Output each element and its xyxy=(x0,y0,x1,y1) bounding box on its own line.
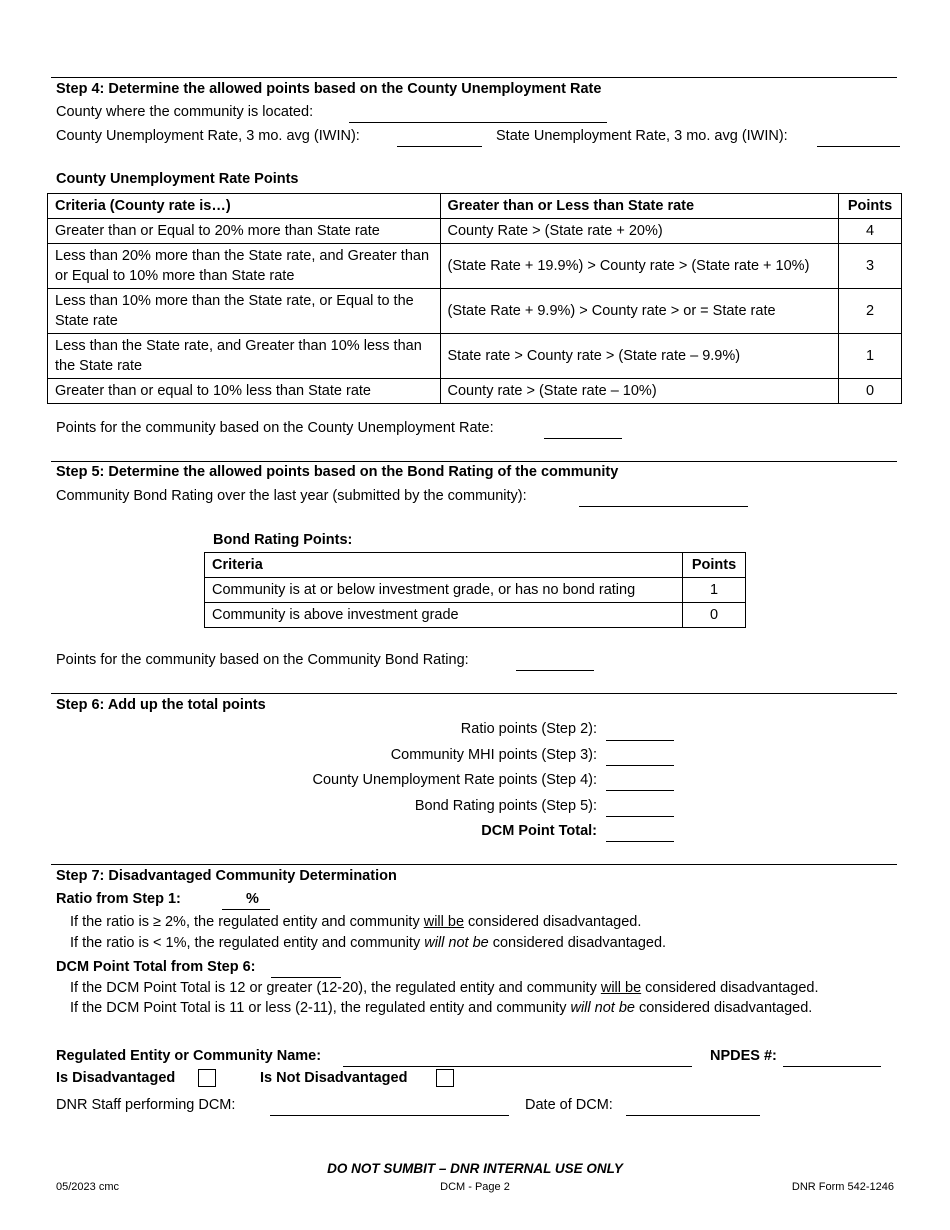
ratio-rule-1-emph: will be xyxy=(423,914,465,930)
divider xyxy=(51,693,897,694)
county-rate-label: County Unemployment Rate, 3 mo. avg (IWIN): xyxy=(56,128,360,144)
table-row xyxy=(205,578,746,603)
ratio-points-label: Ratio points (Step 2): xyxy=(460,721,597,737)
ratio-rule-2-emph: will not be xyxy=(424,935,489,951)
entity-name-input[interactable] xyxy=(343,1052,692,1067)
npdes-label: NPDES #: xyxy=(710,1048,777,1064)
table-header-row xyxy=(48,194,902,219)
table-row xyxy=(48,379,902,404)
step5-heading: Step 5: Determine the allowed points based on the Bond Rating of the community xyxy=(56,464,619,480)
county-rate-input[interactable] xyxy=(397,132,482,147)
footer-page: DCM - Page 2 xyxy=(440,1181,510,1193)
dcm-rule-1-end: considered disadvantaged. xyxy=(641,980,819,996)
ratio-points-input[interactable] xyxy=(606,726,674,741)
row-criteria: Community is above investment grade xyxy=(205,603,683,628)
dcm-rule-2-end: considered disadvantaged. xyxy=(634,1000,813,1016)
dcm-rule-2-emph: will not be xyxy=(570,1000,635,1016)
row-rate: County Rate > (State rate + 20%) xyxy=(440,219,838,244)
row-criteria: Greater than or equal to 10% less than State rate xyxy=(48,379,441,404)
unemployment-total-label: County Unemployment Rate points (Step 4): xyxy=(312,772,597,788)
bond-rating-label: Community Bond Rating over the last year (submitted by the community): xyxy=(56,488,527,504)
bond-total-input[interactable] xyxy=(606,802,674,817)
footer-revision: 05/2023 cmc xyxy=(56,1181,119,1193)
entity-name-label: Regulated Entity or Community Name: xyxy=(56,1048,322,1064)
row-criteria: Less than 10% more than the State rate, or Equal to the State rate xyxy=(48,289,441,334)
dcm-step6-label: DCM Point Total from Step 6: xyxy=(56,959,256,975)
ratio-step1-label: Ratio from Step 1: xyxy=(56,891,181,907)
ratio-rule-2 xyxy=(70,935,666,951)
bond-rating-input[interactable] xyxy=(579,492,748,507)
ratio-rule-1 xyxy=(70,914,641,930)
ratio-rule-1-end: considered disadvantaged. xyxy=(464,914,642,930)
date-input[interactable] xyxy=(626,1101,760,1116)
row-rate: (State Rate + 19.9%) > County rate > (State rate + 10%) xyxy=(440,244,838,289)
row-rate: County rate > (State rate – 10%) xyxy=(440,379,838,404)
step4-heading: Step 4: Determine the allowed points based on the County Unemployment Rate xyxy=(56,81,602,97)
row-criteria: Greater than or Equal to 20% more than State rate xyxy=(48,219,441,244)
row-points: 1 xyxy=(683,578,746,603)
step6-heading: Step 6: Add up the total points xyxy=(56,697,266,713)
row-points: 0 xyxy=(838,379,901,404)
unemployment-table-title: County Unemployment Rate Points xyxy=(56,171,299,187)
row-criteria: Community is at or below investment grade, or has no bond rating xyxy=(205,578,683,603)
is-not-disadvantaged-label: Is Not Disadvantaged xyxy=(260,1070,408,1086)
table-header-row xyxy=(205,553,746,578)
unemployment-points-input[interactable] xyxy=(544,424,622,439)
divider xyxy=(51,77,897,78)
ratio-rule-2-end: considered disadvantaged. xyxy=(488,935,667,951)
mhi-points-input[interactable] xyxy=(606,751,674,766)
state-rate-input[interactable] xyxy=(817,132,900,147)
divider xyxy=(51,864,897,865)
header-points: Points xyxy=(683,553,746,578)
ratio-rule-1-text: If the ratio is ≥ 2%, the regulated entity and community xyxy=(70,914,424,930)
is-not-disadvantaged-checkbox[interactable] xyxy=(436,1069,454,1087)
bond-points-input[interactable] xyxy=(516,656,594,671)
bond-points-table xyxy=(204,552,746,628)
header-points: Points xyxy=(838,194,901,219)
divider xyxy=(51,461,897,462)
row-points: 0 xyxy=(683,603,746,628)
unemployment-points-label: Points for the community based on the County Unemployment Rate: xyxy=(56,420,494,436)
footer-form-number: DNR Form 542-1246 xyxy=(791,1181,894,1193)
dcm-total-input[interactable] xyxy=(606,827,674,842)
state-rate-label: State Unemployment Rate, 3 mo. avg (IWIN): xyxy=(496,128,788,144)
dcm-rule-2 xyxy=(70,1000,812,1016)
row-points: 4 xyxy=(838,219,901,244)
row-criteria: Less than the State rate, and Greater than 10% less than the State rate xyxy=(48,334,441,379)
bond-points-label: Points for the community based on the Community Bond Rating: xyxy=(56,652,469,668)
bond-total-label: Bond Rating points (Step 5): xyxy=(414,798,597,814)
bond-table-title: Bond Rating Points: xyxy=(213,532,353,548)
table-row xyxy=(48,219,902,244)
staff-label: DNR Staff performing DCM: xyxy=(56,1097,236,1113)
mhi-points-label: Community MHI points (Step 3): xyxy=(390,747,597,763)
county-input[interactable] xyxy=(349,108,607,123)
is-disadvantaged-label: Is Disadvantaged xyxy=(56,1070,176,1086)
table-row xyxy=(205,603,746,628)
county-label: County where the community is located: xyxy=(56,104,314,120)
row-rate: (State Rate + 9.9%) > County rate > or = State rate xyxy=(440,289,838,334)
dcm-step6-input[interactable] xyxy=(271,963,341,978)
table-row xyxy=(48,244,902,289)
dcm-rule-1-text: If the DCM Point Total is 12 or greater (12-20), the regulated entity and community xyxy=(70,980,601,996)
ratio-rule-2-text: If the ratio is < 1%, the regulated entity and community xyxy=(70,935,425,951)
npdes-input[interactable] xyxy=(783,1052,881,1067)
staff-input[interactable] xyxy=(270,1101,509,1116)
row-points: 1 xyxy=(838,334,901,379)
is-disadvantaged-checkbox[interactable] xyxy=(198,1069,216,1087)
row-rate: State rate > County rate > (State rate – 9.9%) xyxy=(440,334,838,379)
dcm-rule-1-emph: will be xyxy=(600,980,642,996)
step7-heading: Step 7: Disadvantaged Community Determination xyxy=(56,868,397,884)
dcm-total-label: DCM Point Total: xyxy=(481,823,597,839)
header-criteria: Criteria xyxy=(205,553,683,578)
row-points: 2 xyxy=(838,289,901,334)
unemployment-total-input[interactable] xyxy=(606,776,674,791)
unemployment-points-table xyxy=(47,193,902,404)
header-rate: Greater than or Less than State rate xyxy=(440,194,838,219)
dcm-rule-1 xyxy=(70,980,819,996)
dcm-rule-2-text: If the DCM Point Total is 11 or less (2-11), the regulated entity and community xyxy=(70,1000,571,1016)
internal-use-notice: DO NOT SUMBIT – DNR INTERNAL USE ONLY xyxy=(327,1161,623,1176)
date-label: Date of DCM: xyxy=(525,1097,613,1113)
table-row xyxy=(48,289,902,334)
percent-sign: % xyxy=(246,891,259,907)
row-criteria: Less than 20% more than the State rate, and Greater than or Equal to 10% more than State rate xyxy=(48,244,441,289)
row-points: 3 xyxy=(838,244,901,289)
header-criteria: Criteria (County rate is…) xyxy=(48,194,441,219)
table-row xyxy=(48,334,902,379)
